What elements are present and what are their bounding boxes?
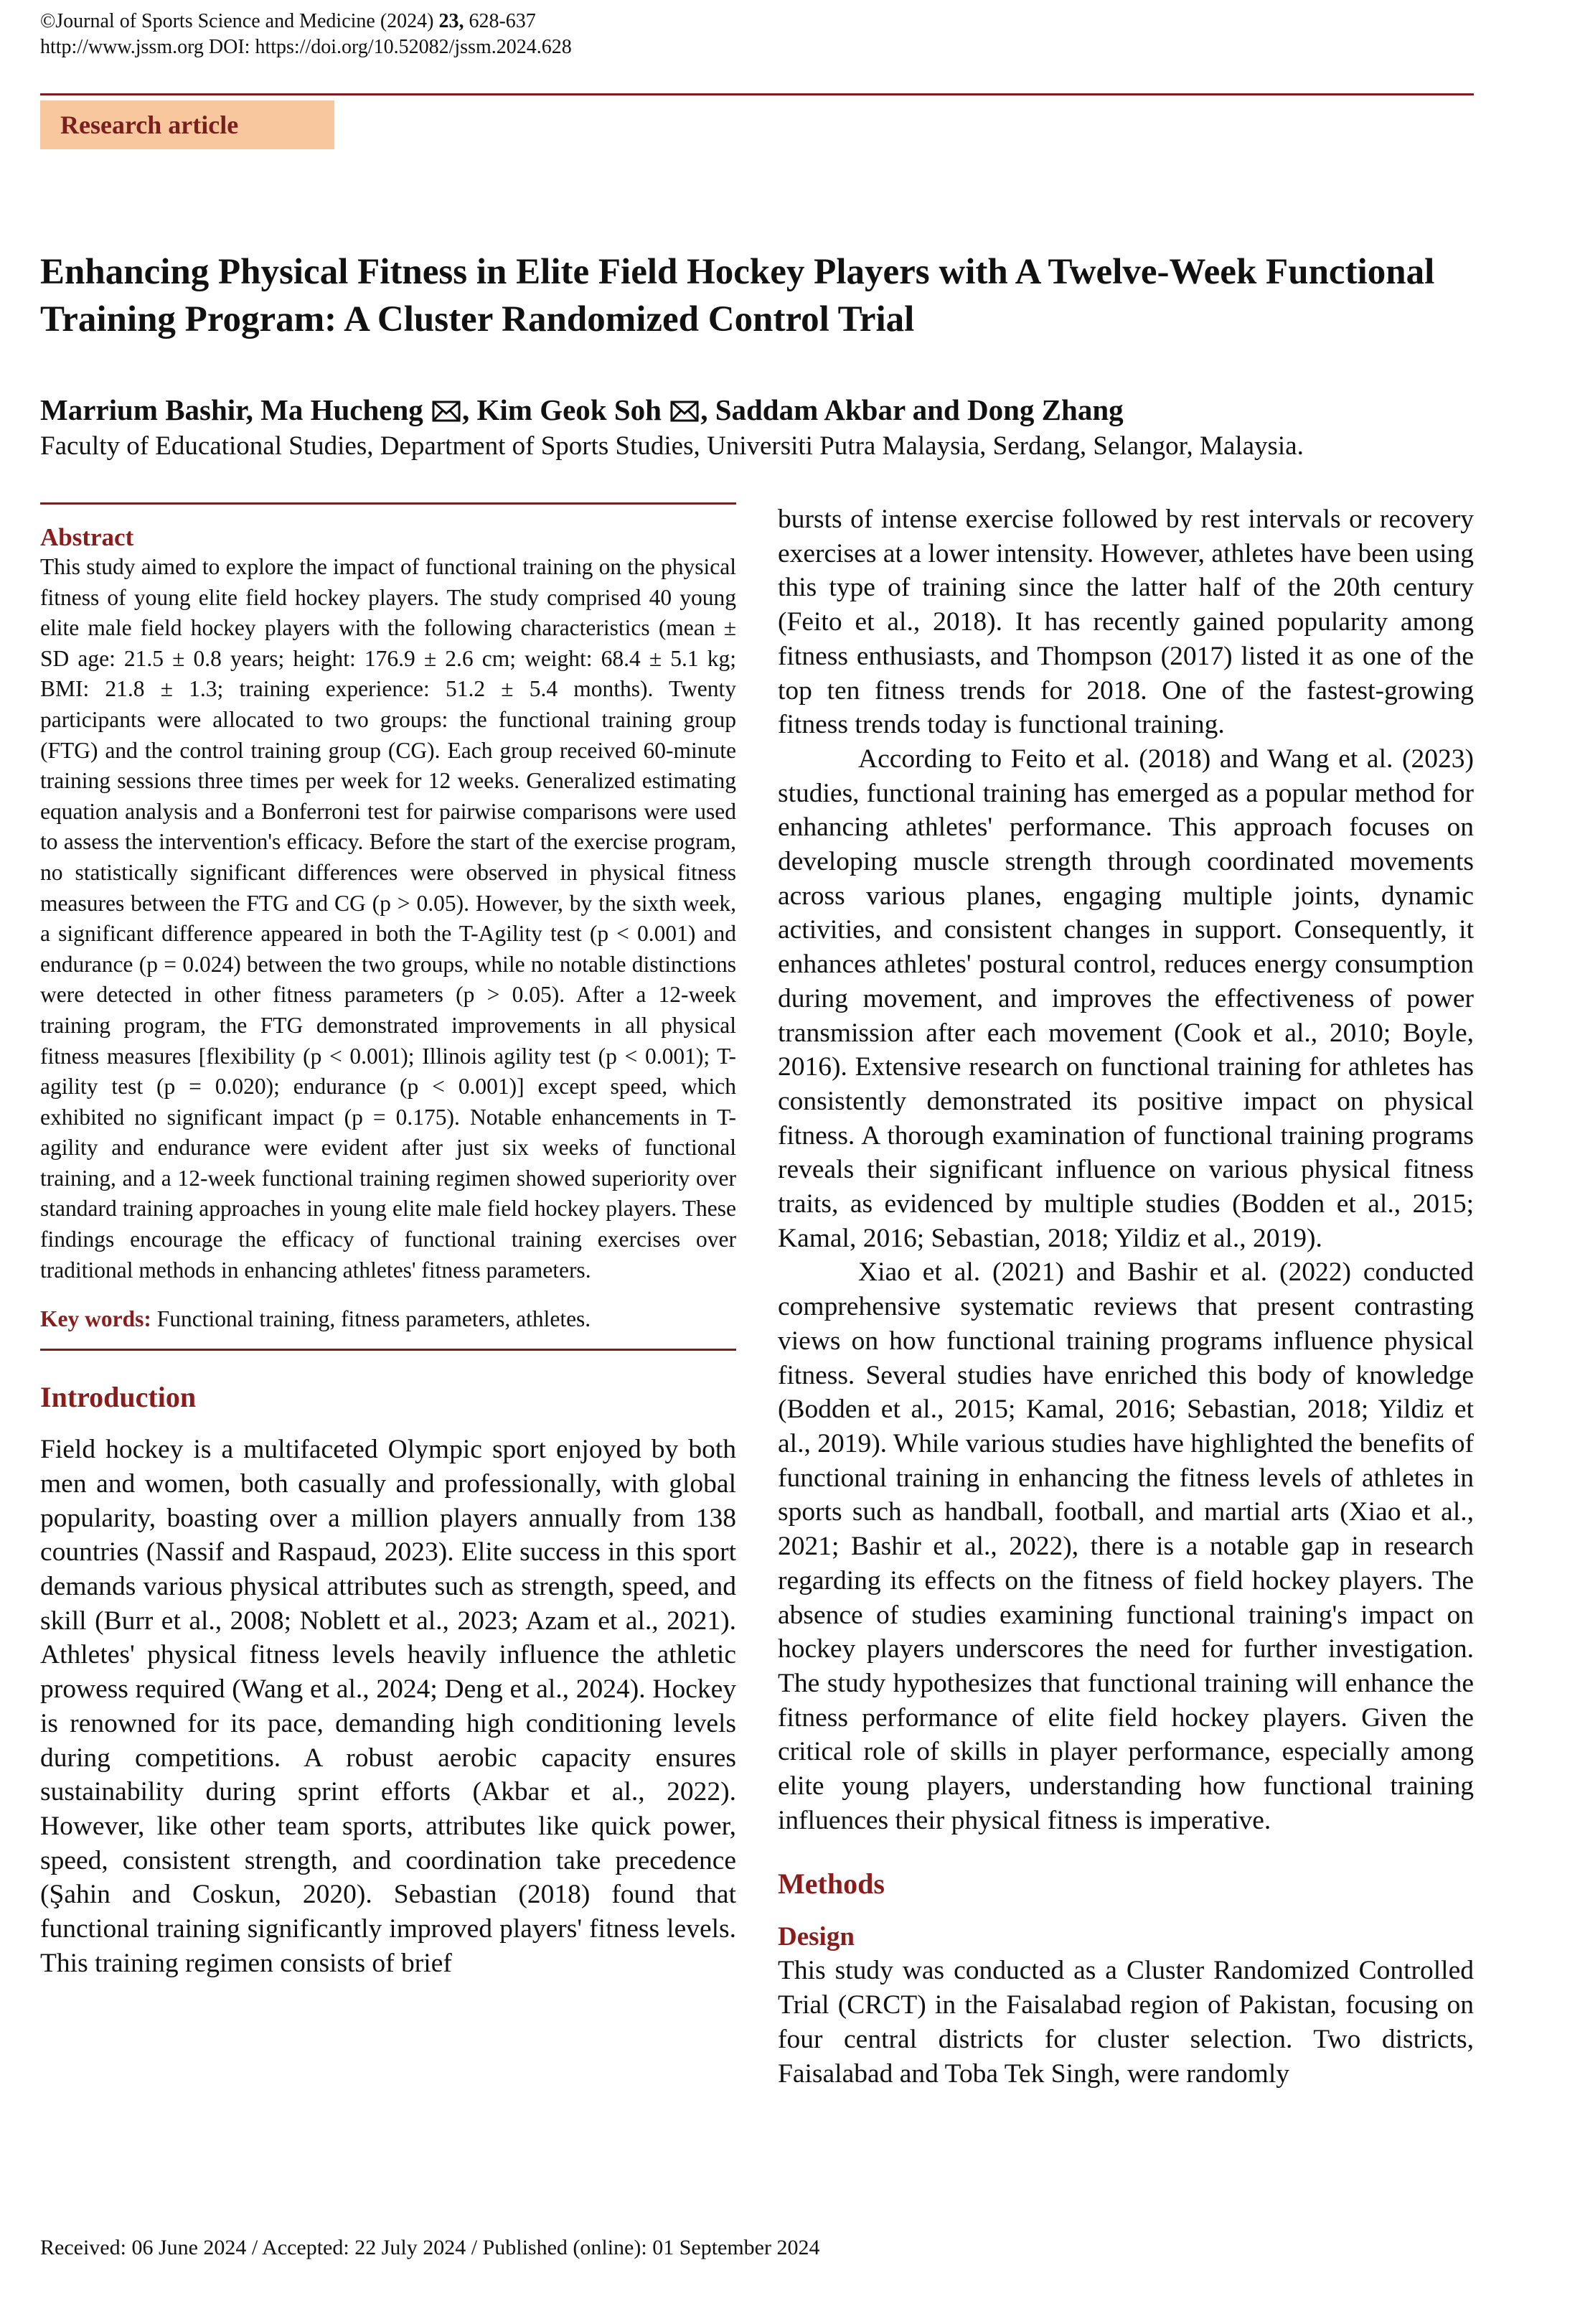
journal-name: ©Journal of Sports Science and Medicine (2024) — [40, 10, 439, 32]
introduction-paragraph: According to Feito et al. (2018) and Wang et al. (2023) studies, functional training has emerged as a popular method for enhancing athletes' performance. This approach focuses on developing muscle strength through coordinated movements across various planes, engaging multiple joints, dynamic activities, and consistent changes in support. Consequently, it enhances athletes' postural control, reduces energy consumption during movement, and improves the effectiveness of power transmission after each movement (Cook et al., 2010; Boyle, 2016). Extensive research on functional training for athletes has consistently demonstrated its positive impact on physical fitness. A thorough examination of functional training programs reveals their significant influence on various physical fitness traits, as evidenced by multiple studies (Bodden et al., 2015; Kamal, 2016; Sebastian, 2018; Yildiz et al., 2019). — [778, 744, 1474, 1253]
abstract-heading: Abstract — [40, 523, 134, 551]
design-subheading: Design — [778, 1922, 855, 1952]
journal-url-doi[interactable]: http://www.jssm.org DOI: https://doi.org/10.52082/jssm.2024.628 — [40, 36, 572, 58]
journal-citation — [40, 9, 536, 34]
authors-rest: , Saddam Akbar and Dong Zhang — [700, 393, 1124, 426]
header-divider — [40, 93, 1474, 95]
authors-first: Marrium Bashir, Ma Hucheng — [40, 393, 423, 426]
article-type-badge: Research article — [40, 100, 334, 149]
keywords — [40, 1304, 736, 1334]
author-list — [40, 390, 1124, 432]
right-column — [778, 502, 1474, 2091]
envelope-icon[interactable] — [670, 393, 699, 432]
affiliation: Faculty of Educational Studies, Department of Sports Studies, Universiti Putra Malaysia, Serdang, Selangor, Malaysia. — [40, 431, 1304, 461]
article-title: Enhancing Physical Fitness in Elite Field Hockey Players with A Twelve-Week Functional Training Program: A Cluster Randomized Control Trial — [40, 252, 1435, 339]
left-column — [40, 502, 736, 1981]
journal-volume: 23, — [438, 10, 464, 32]
introduction-paragraph-continued: bursts of intense exercise followed by rest intervals or recovery exercises at a lower intensity. However, athletes have been using this type of training since the latter half of the 20th century (Feito et al., 2018). It has recently gained popularity among fitness enthusiasts, and Thompson (2017) listed it as one of the top ten fitness trends for 2018. One of the fastest-growing fitness trends today is functional training. — [778, 505, 1474, 740]
abstract-text: This study aimed to explore the impact of functional training on the physical fitness of young elite field hockey players. The study comprised 40 young elite male field hockey players with the following characteristics (mean ± SD age: 21.5 ± 0.8 years; height: 176.9 ± 2.6 cm; weight: 68.4 ± 5.1 kg; BMI: 21.8 ± 1.3; training experience: 51.2 ± 5.4 months). Twenty participants were allocated to two groups: the functional training group (FTG) and the control training group (CG). Each group received 60-minute training sessions three times per week for 12 weeks. Generalized estimating equation analysis and a Bonferroni test for pairwise comparisons were used to assess the intervention's efficacy. Before the start of the exercise program, no statistically significant differences were observed in physical fitness measures between the FTG and CG (p > 0.05). However, by the sixth week, a significant difference appeared in both the T-Agility test (p < 0.001) and endurance (p = 0.024) between the two groups, while no notable distinctions were detected in other fitness parameters (p > 0.05). After a 12-week training program, the FTG demonstrated improvements in all physical fitness measures [flexibility (p < 0.001); Illinois agility test (p < 0.001); T-agility test (p = 0.020); endurance (p < 0.001)] except speed, which exhibited no significant impact (p = 0.175). Notable enhancements in T-agility and endurance were evident after just six weeks of functional training, and a 12-week functional training regimen showed superiority over standard training approaches in young elite male field hockey players. These findings encourage the efficacy of functional training exercises over traditional methods in enhancing athletes' fitness parameters. — [40, 554, 736, 1283]
introduction-paragraph: Field hockey is a multifaceted Olympic sport enjoyed by both men and women, both casually and professionally, with global popularity, boasting over a million players annually from 138 countries (Nassif and Raspaud, 2023). Elite success in this sport demands various physical attributes such as strength, speed, and skill (Burr et al., 2008; Noblett et al., 2023; Azam et al., 2021). Athletes' physical fitness levels heavily influence the athletic prowess required (Wang et al., 2024; Deng et al., 2024). Hockey is renowned for its pace, demanding high conditioning levels during competitions. A robust aerobic capacity ensures sustainability during sprint efforts (Akbar et al., 2022). However, like other team sports, attributes like quick power, speed, consistent strength, and coordination take precedence (Şahin and Coskun, 2020). Sebastian (2018) found that functional training significantly improved players' fitness levels. This training regimen consists of brief — [40, 1435, 736, 1978]
journal-pages: 628-637 — [464, 10, 536, 32]
publication-dates: Received: 06 June 2024 / Accepted: 22 July 2024 / Published (online): 01 September 2024 — [40, 2236, 820, 2259]
abstract-top-rule — [40, 502, 736, 505]
keywords-label: Key words: — [40, 1306, 151, 1332]
envelope-icon[interactable] — [432, 393, 461, 432]
introduction-paragraph: Xiao et al. (2021) and Bashir et al. (2022) conducted comprehensive systematic reviews that present contrasting views on how functional training programs influence physical fitness. Several studies have enriched this body of knowledge (Bodden et al., 2015; Kamal, 2016; Sebastian, 2018; Yildiz et al., 2019). While various studies have highlighted the benefits of functional training in enhancing the fitness levels of athletes in sports such as handball, football, and martial arts (Xiao et al., 2021; Bashir et al., 2022), there is a notable gap in research regarding its effects on the fitness of field hockey players. The absence of studies examining functional training's impact on hockey players underscores the need for further investigation. The study hypothesizes that functional training will enhance the fitness performance of elite field hockey players. Given the critical role of skills in player performance, especially among elite young players, understanding how functional training influences their physical fitness is imperative. — [778, 1257, 1474, 1835]
abstract-bottom-rule — [40, 1349, 736, 1351]
introduction-heading: Introduction — [40, 1381, 197, 1414]
keywords-text: Functional training, fitness parameters, athletes. — [151, 1306, 591, 1332]
design-paragraph: This study was conducted as a Cluster Randomized Controlled Trial (CRCT) in the Faisalabad region of Pakistan, focusing on four central districts for cluster selection. Two districts, Faisalabad and Toba Tek Singh, were randomly — [778, 1956, 1474, 2089]
authors-second: , Kim Geok Soh — [462, 393, 662, 426]
methods-heading: Methods — [778, 1868, 885, 1901]
